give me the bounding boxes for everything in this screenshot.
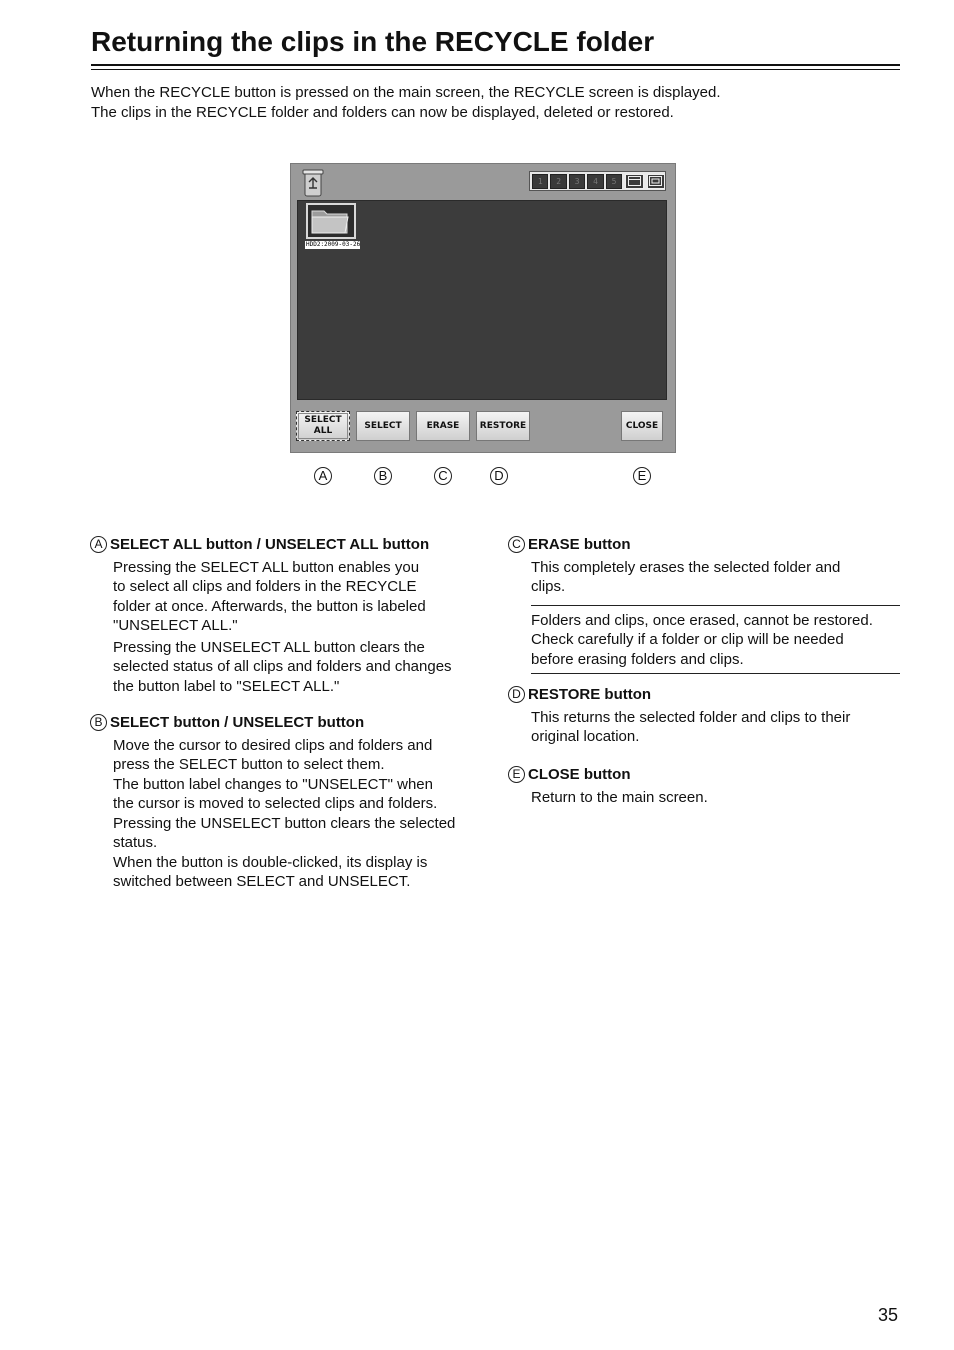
page-box-3: 3 xyxy=(569,174,585,189)
select-all-button: SELECT ALL xyxy=(296,411,350,441)
callout-e: E xyxy=(633,467,651,485)
item-letter: A xyxy=(90,536,107,553)
thumbnail-view-icon xyxy=(647,174,665,189)
item-line: folder at once. Afterwards, the button is labeled xyxy=(113,597,426,615)
item-line: This returns the selected folder and clips to their xyxy=(531,708,851,726)
item-line: to select all clips and folders in the RECYCLE xyxy=(113,578,417,595)
item-line: This completely erases the selected folder and xyxy=(531,558,841,576)
item-erase xyxy=(508,535,900,674)
page-number: 35 xyxy=(878,1305,899,1325)
page-box-1: 1 xyxy=(532,174,548,189)
erase-warning-note xyxy=(531,605,900,675)
item-line: Pressing the UNSELECT button clears the selected xyxy=(113,814,456,832)
item-heading: CLOSE button xyxy=(528,766,631,783)
item-restore xyxy=(508,685,900,747)
recycle-screen-illustration xyxy=(290,163,676,453)
intro-line: The clips in the RECYCLE folder and folders can now be displayed, deleted or restored. xyxy=(91,103,674,121)
item-heading: SELECT button / UNSELECT button xyxy=(110,714,365,731)
item-line: "UNSELECT ALL." xyxy=(113,617,238,634)
item-line: Return to the main screen. xyxy=(531,788,708,806)
item-letter: D xyxy=(508,686,525,703)
page-box-4: 4 xyxy=(587,174,603,189)
close-button: CLOSE xyxy=(621,411,663,441)
restore-button: RESTORE xyxy=(476,411,530,441)
note-line: Check carefully if a folder or clip will be needed xyxy=(531,631,844,648)
item-line: When the button is double-clicked, its display is xyxy=(113,853,428,871)
callout-c: C xyxy=(434,467,452,485)
page-title: Returning the clips in the RECYCLE folder xyxy=(91,24,900,66)
select-button: SELECT xyxy=(356,411,410,441)
note-line: Folders and clips, once erased, cannot be restored. xyxy=(531,611,873,629)
item-heading: RESTORE button xyxy=(528,686,652,703)
intro-line: When the RECYCLE button is pressed on the main screen, the RECYCLE screen is displayed. xyxy=(91,84,721,101)
item-line: the button label to "SELECT ALL." xyxy=(113,677,340,695)
item-line: Move the cursor to desired clips and folders and xyxy=(113,736,433,754)
item-letter: B xyxy=(90,714,107,731)
item-line: press the SELECT button to select them. xyxy=(113,756,385,773)
note-line: before erasing folders and clips. xyxy=(531,650,744,668)
callout-a: A xyxy=(314,467,332,485)
item-line: Pressing the SELECT ALL button enables you xyxy=(113,558,420,576)
page-selector xyxy=(529,171,666,191)
item-letter: E xyxy=(508,766,525,783)
item-line: the cursor is moved to selected clips and folders. xyxy=(113,795,438,812)
item-line: switched between SELECT and UNSELECT. xyxy=(113,873,411,890)
item-line: The button label changes to "UNSELECT" when xyxy=(113,775,433,793)
page-box-2: 2 xyxy=(550,174,566,189)
page-box-5: 5 xyxy=(606,174,622,189)
item-line: clips. xyxy=(531,578,566,595)
item-line: Pressing the UNSELECT ALL button clears the xyxy=(113,638,425,656)
item-select-all xyxy=(90,535,485,696)
item-line: original location. xyxy=(531,728,640,745)
callout-b: B xyxy=(374,467,392,485)
intro-text xyxy=(91,83,891,122)
folder-icon xyxy=(306,203,356,239)
item-close xyxy=(508,765,900,807)
item-heading: SELECT ALL button / UNSELECT ALL button xyxy=(110,536,430,553)
item-letter: C xyxy=(508,536,525,553)
item-select xyxy=(90,713,485,892)
item-heading: ERASE button xyxy=(528,536,631,553)
erase-button: ERASE xyxy=(416,411,470,441)
folder-label: HDD2:2009-03-26 xyxy=(306,241,360,248)
recycle-bin-icon xyxy=(302,168,324,198)
item-line: status. xyxy=(113,834,158,851)
callout-d: D xyxy=(490,467,508,485)
recycle-content-area xyxy=(297,200,667,400)
item-line: selected status of all clips and folders and changes xyxy=(113,658,452,675)
list-view-icon xyxy=(625,174,643,189)
